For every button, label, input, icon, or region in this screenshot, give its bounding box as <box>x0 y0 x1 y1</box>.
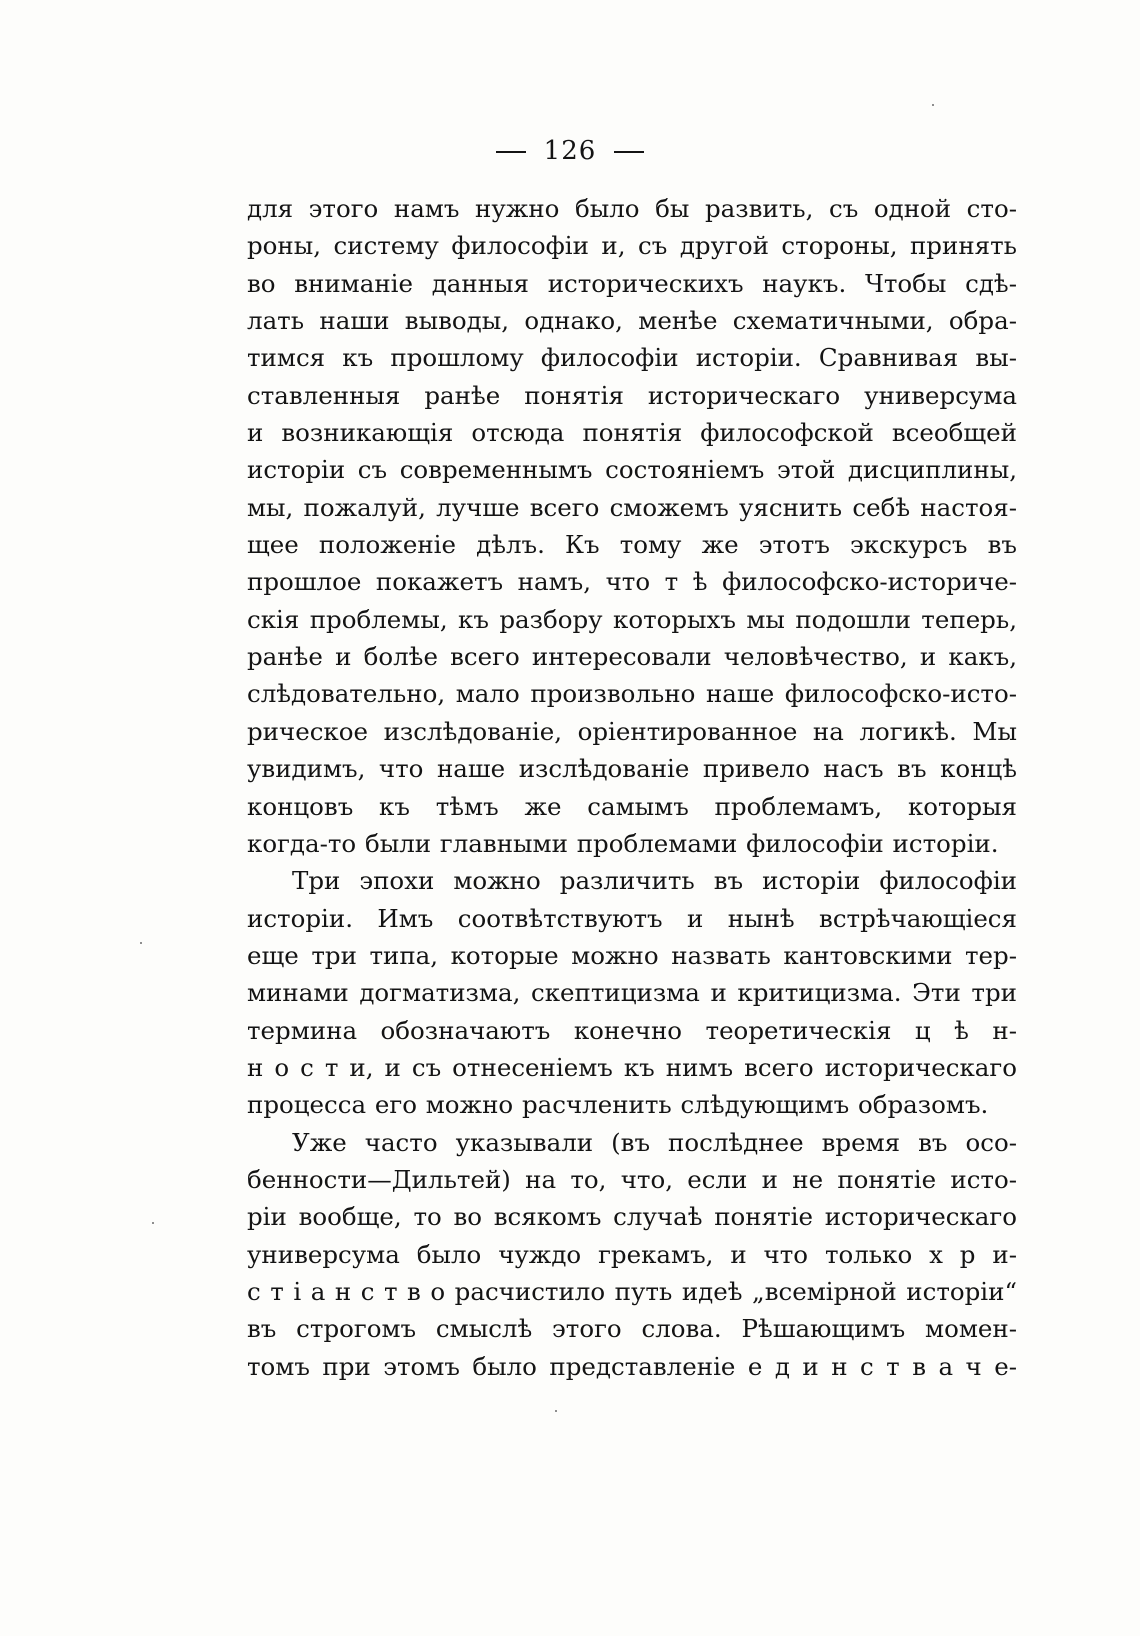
text-line: универсума было чуждо грекамъ, и что только х р и- <box>247 1239 1017 1269</box>
text-line: с т і а н с т в о расчистило путь идеѣ „всемірной исторіи“ <box>247 1276 1017 1306</box>
text-line: лать наши выводы, однако, менѣе схематичными, обра- <box>247 306 1017 336</box>
text-line: прошлое покажетъ намъ, что т ѣ философско-историче- <box>247 567 1017 597</box>
text-line: ріи вообще, то во всякомъ случаѣ понятіе историческаго <box>247 1202 1017 1232</box>
text-line: бенности—Дильтей) на то, что, если и не понятіе исто- <box>247 1164 1017 1194</box>
text-line: когда-то были главными проблемами философіи исторіи. <box>247 828 999 858</box>
page-number <box>0 136 1140 166</box>
text-line: ставленныя ранѣе понятія историческаго универсума <box>247 380 1017 410</box>
scan-speck <box>932 104 934 106</box>
text-line: Три эпохи можно различить въ исторіи философіи <box>292 866 1017 896</box>
text-line: томъ при этомъ было представленіе е д и н с т в а ч е- <box>247 1351 1017 1381</box>
page-number-value: 126 <box>543 136 597 166</box>
text-line: Уже часто указывали (въ послѣднее время въ осо- <box>292 1127 1017 1157</box>
text-line: концовъ къ тѣмъ же самымъ проблемамъ, которыя <box>247 791 1017 821</box>
scan-speck <box>152 1222 154 1224</box>
left-dash <box>496 151 526 153</box>
text-line: увидимъ, что наше изслѣдованіе привело насъ въ концѣ <box>247 754 1017 784</box>
text-line: исторіи. Имъ соотвѣтствуютъ и нынѣ встрѣчающіеся <box>247 903 1017 933</box>
text-line: и возникающія отсюда понятія философской всеобщей <box>247 418 1017 448</box>
text-line: ранѣе и болѣе всего интересовали человѣчество, и какъ, <box>247 642 1017 672</box>
scan-speck <box>140 942 142 944</box>
text-line: минами догматизма, скептицизма и критицизма. Эти три <box>247 978 1017 1008</box>
text-line: щее положеніе дѣлъ. Къ тому же этотъ экскурсъ въ <box>247 530 1017 560</box>
text-line: тимся къ прошлому философіи исторіи. Сравнивая вы- <box>247 343 1017 373</box>
text-line: н о с т и, и съ отнесеніемъ къ нимъ всего историческаго <box>247 1052 1017 1082</box>
text-line: въ строгомъ смыслѣ этого слова. Рѣшающимъ момен- <box>247 1314 1017 1344</box>
right-dash <box>614 151 644 153</box>
text-line: во вниманіе данныя историческихъ наукъ. Чтобы сдѣ- <box>247 268 1017 298</box>
text-line: слѣдовательно, мало произвольно наше философско-исто- <box>247 679 1017 709</box>
text-line: термина обозначаютъ конечно теоретическія ц ѣ н- <box>247 1015 1017 1045</box>
text-line: мы, пожалуй, лучше всего сможемъ уяснить себѣ настоя- <box>247 492 1017 522</box>
text-line: для этого намъ нужно было бы развить, съ одной сто- <box>247 194 1017 223</box>
text-line: рическое изслѣдованіе, оріентированное на логикѣ. Мы <box>247 716 1017 746</box>
text-line: процесса его можно расчленить слѣдующимъ образомъ. <box>247 1090 989 1120</box>
text-line: исторіи съ современнымъ состояніемъ этой дисциплины, <box>247 455 1017 485</box>
text-line: еще три типа, которые можно назвать кантовскими тер- <box>247 940 1017 970</box>
text-line: роны, систему философіи и, съ другой стороны, принять <box>247 231 1017 261</box>
text-line: скія проблемы, къ разбору которыхъ мы подошли теперь, <box>247 604 1017 634</box>
body-text <box>247 190 1017 1385</box>
scan-speck <box>555 1410 557 1412</box>
